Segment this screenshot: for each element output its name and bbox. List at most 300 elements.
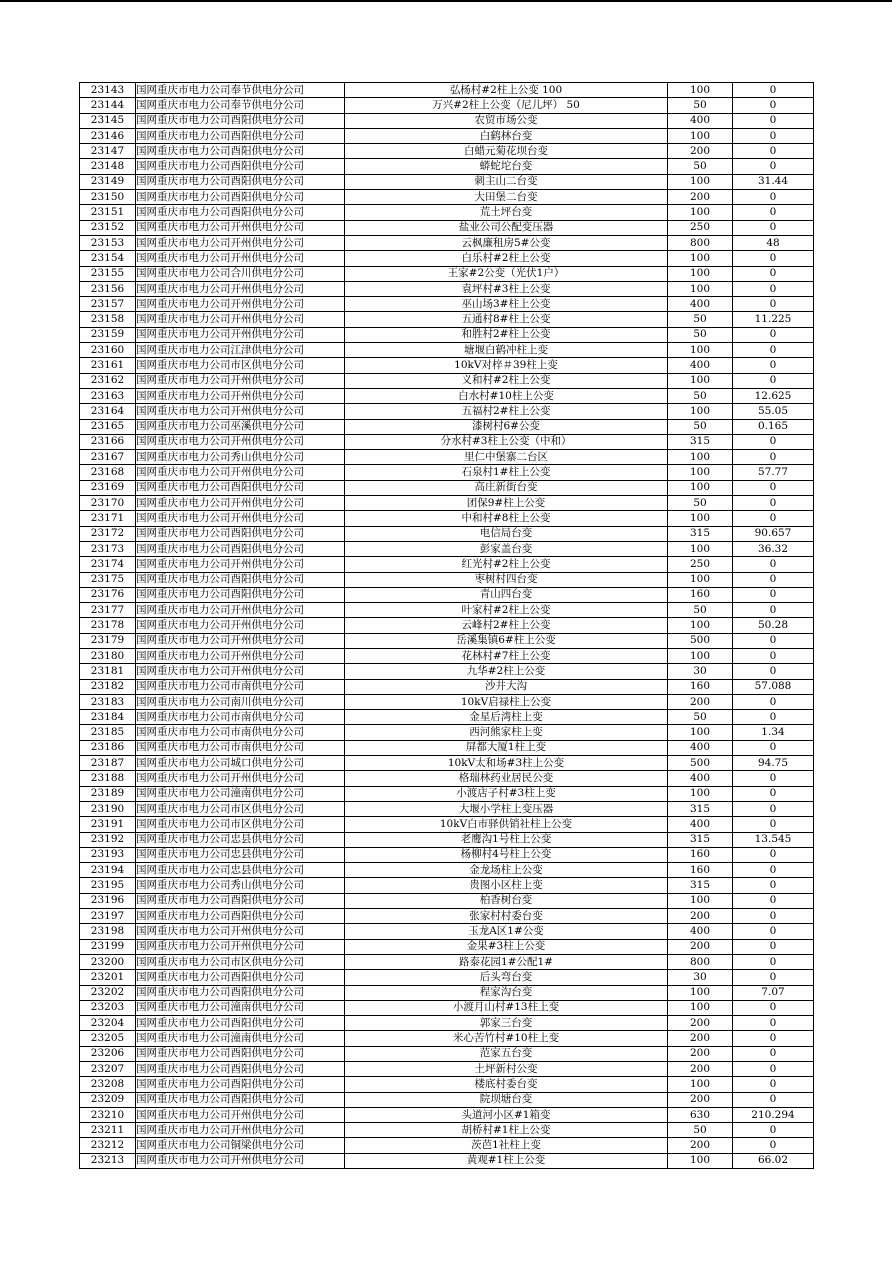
row-id-cell: 23147 xyxy=(80,144,136,159)
capacity-cell: 100 xyxy=(668,618,733,633)
company-cell: 国网重庆市电力公司酉阳供电分公司 xyxy=(136,1016,345,1031)
capacity-cell: 200 xyxy=(668,939,733,954)
company-cell: 国网重庆市电力公司忠县供电分公司 xyxy=(136,863,345,878)
value-cell: 0 xyxy=(733,603,814,618)
table-row xyxy=(80,281,814,296)
company-cell: 国网重庆市电力公司开州供电分公司 xyxy=(136,939,345,954)
value-cell: 0 xyxy=(733,557,814,572)
row-id-cell: 23205 xyxy=(80,1031,136,1046)
row-id-cell: 23173 xyxy=(80,541,136,556)
row-id-cell: 23163 xyxy=(80,388,136,403)
capacity-cell: 50 xyxy=(668,603,733,618)
company-cell: 国网重庆市电力公司开州供电分公司 xyxy=(136,235,345,250)
capacity-cell: 50 xyxy=(668,496,733,511)
row-id-cell: 23196 xyxy=(80,893,136,908)
capacity-cell: 250 xyxy=(668,220,733,235)
capacity-cell: 100 xyxy=(668,465,733,480)
capacity-cell: 100 xyxy=(668,373,733,388)
row-id-cell: 23203 xyxy=(80,1000,136,1015)
transformer-name-cell: 茨芭1社柱上变 xyxy=(345,1138,668,1153)
row-id-cell: 23185 xyxy=(80,725,136,740)
transformer-name-cell: 石泉村1#柱上公变 xyxy=(345,465,668,480)
company-cell: 国网重庆市电力公司开州供电分公司 xyxy=(136,664,345,679)
table-row xyxy=(80,373,814,388)
value-cell: 55.05 xyxy=(733,404,814,419)
value-cell: 0 xyxy=(733,694,814,709)
table-row xyxy=(80,1077,814,1092)
table-row xyxy=(80,450,814,465)
table-body xyxy=(80,83,814,1169)
value-cell: 0 xyxy=(733,1016,814,1031)
row-id-cell: 23154 xyxy=(80,251,136,266)
transformer-name-cell: 柏香树台变 xyxy=(345,893,668,908)
value-cell: 0 xyxy=(733,740,814,755)
transformer-name-cell: 中和村#8柱上公变 xyxy=(345,511,668,526)
table-row xyxy=(80,863,814,878)
table-row xyxy=(80,633,814,648)
row-id-cell: 23186 xyxy=(80,740,136,755)
value-cell: 57.088 xyxy=(733,679,814,694)
capacity-cell: 500 xyxy=(668,633,733,648)
transformer-name-cell: 10kV白市驿供销社柱上公变 xyxy=(345,817,668,832)
transformer-name-cell: 黄观#1柱上公变 xyxy=(345,1153,668,1168)
table-row xyxy=(80,1123,814,1138)
value-cell: 1.34 xyxy=(733,725,814,740)
row-id-cell: 23174 xyxy=(80,557,136,572)
company-cell: 国网重庆市电力公司江津供电分公司 xyxy=(136,343,345,358)
capacity-cell: 50 xyxy=(668,327,733,342)
table-row xyxy=(80,786,814,801)
transformer-name-cell: 玉龙A区1#公变 xyxy=(345,924,668,939)
transformer-name-cell: 小渡店子村#3柱上变 xyxy=(345,786,668,801)
table-row xyxy=(80,572,814,587)
table-row xyxy=(80,1031,814,1046)
value-cell: 0 xyxy=(733,1046,814,1061)
transformer-name-cell: 叶家村#2柱上公变 xyxy=(345,603,668,618)
capacity-cell: 400 xyxy=(668,924,733,939)
company-cell: 国网重庆市电力公司巫溪供电分公司 xyxy=(136,419,345,434)
table-row xyxy=(80,205,814,220)
value-cell: 66.02 xyxy=(733,1153,814,1168)
table-row xyxy=(80,128,814,143)
capacity-cell: 315 xyxy=(668,434,733,449)
row-id-cell: 23165 xyxy=(80,419,136,434)
value-cell: 0 xyxy=(733,1062,814,1077)
capacity-cell: 50 xyxy=(668,710,733,725)
value-cell: 0 xyxy=(733,970,814,985)
row-id-cell: 23172 xyxy=(80,526,136,541)
row-id-cell: 23193 xyxy=(80,847,136,862)
value-cell: 0 xyxy=(733,297,814,312)
row-id-cell: 23176 xyxy=(80,587,136,602)
row-id-cell: 23211 xyxy=(80,1123,136,1138)
transformer-name-cell: 程家沟台变 xyxy=(345,985,668,1000)
transformer-name-cell: 白蜡元菊花坝台变 xyxy=(345,144,668,159)
transformer-name-cell: 路泰花园1#公配1# xyxy=(345,954,668,969)
table-row xyxy=(80,1092,814,1107)
company-cell: 国网重庆市电力公司市区供电分公司 xyxy=(136,801,345,816)
company-cell: 国网重庆市电力公司市区供电分公司 xyxy=(136,358,345,373)
capacity-cell: 800 xyxy=(668,235,733,250)
capacity-cell: 50 xyxy=(668,159,733,174)
transformer-name-cell: 金龙场柱上公变 xyxy=(345,863,668,878)
value-cell: 0 xyxy=(733,251,814,266)
company-cell: 国网重庆市电力公司酉阳供电分公司 xyxy=(136,144,345,159)
row-id-cell: 23149 xyxy=(80,174,136,189)
company-cell: 国网重庆市电力公司开州供电分公司 xyxy=(136,220,345,235)
capacity-cell: 100 xyxy=(668,1077,733,1092)
row-id-cell: 23143 xyxy=(80,83,136,98)
table-row xyxy=(80,251,814,266)
row-id-cell: 23170 xyxy=(80,496,136,511)
row-id-cell: 23164 xyxy=(80,404,136,419)
value-cell: 0 xyxy=(733,909,814,924)
value-cell: 0 xyxy=(733,434,814,449)
capacity-cell: 400 xyxy=(668,740,733,755)
transformer-name-cell: 枣树村四台变 xyxy=(345,572,668,587)
transformer-name-cell: 院坝塘台变 xyxy=(345,1092,668,1107)
capacity-cell: 50 xyxy=(668,98,733,113)
table-row xyxy=(80,1138,814,1153)
transformer-name-cell: 九华#2柱上公变 xyxy=(345,664,668,679)
value-cell: 0 xyxy=(733,373,814,388)
capacity-cell: 400 xyxy=(668,817,733,832)
company-cell: 国网重庆市电力公司酉阳供电分公司 xyxy=(136,970,345,985)
company-cell: 国网重庆市电力公司潼南供电分公司 xyxy=(136,1000,345,1015)
value-cell: 0 xyxy=(733,633,814,648)
row-id-cell: 23157 xyxy=(80,297,136,312)
table-row xyxy=(80,985,814,1000)
table-row xyxy=(80,358,814,373)
transformer-name-cell: 张家村村委台变 xyxy=(345,909,668,924)
transformer-name-cell: 10kV太和场#3柱上公变 xyxy=(345,756,668,771)
transformer-name-cell: 里仁中堡寨二台区 xyxy=(345,450,668,465)
row-id-cell: 23169 xyxy=(80,480,136,495)
value-cell: 0 xyxy=(733,863,814,878)
row-id-cell: 23190 xyxy=(80,801,136,816)
transformer-name-cell: 盐业公司公配变压器 xyxy=(345,220,668,235)
capacity-cell: 400 xyxy=(668,358,733,373)
company-cell: 国网重庆市电力公司开州供电分公司 xyxy=(136,1153,345,1168)
table-row xyxy=(80,878,814,893)
transformer-name-cell: 范家五台变 xyxy=(345,1046,668,1061)
company-cell: 国网重庆市电力公司忠县供电分公司 xyxy=(136,847,345,862)
value-cell: 0 xyxy=(733,587,814,602)
transformer-name-cell: 金果#3柱上公变 xyxy=(345,939,668,954)
company-cell: 国网重庆市电力公司酉阳供电分公司 xyxy=(136,174,345,189)
row-id-cell: 23152 xyxy=(80,220,136,235)
company-cell: 国网重庆市电力公司酉阳供电分公司 xyxy=(136,1046,345,1061)
transformer-name-cell: 岳溪集镇6#柱上公变 xyxy=(345,633,668,648)
transformer-name-cell: 白鹤林台变 xyxy=(345,128,668,143)
company-cell: 国网重庆市电力公司酉阳供电分公司 xyxy=(136,113,345,128)
capacity-cell: 160 xyxy=(668,863,733,878)
transformer-name-cell: 土坪新村公变 xyxy=(345,1062,668,1077)
capacity-cell: 200 xyxy=(668,1046,733,1061)
company-cell: 国网重庆市电力公司酉阳供电分公司 xyxy=(136,1062,345,1077)
company-cell: 国网重庆市电力公司市南供电分公司 xyxy=(136,740,345,755)
value-cell: 0 xyxy=(733,1138,814,1153)
capacity-cell: 100 xyxy=(668,541,733,556)
row-id-cell: 23189 xyxy=(80,786,136,801)
company-cell: 国网重庆市电力公司开州供电分公司 xyxy=(136,1107,345,1122)
table-row xyxy=(80,740,814,755)
capacity-cell: 200 xyxy=(668,909,733,924)
table-row xyxy=(80,1016,814,1031)
row-id-cell: 23209 xyxy=(80,1092,136,1107)
capacity-cell: 100 xyxy=(668,251,733,266)
capacity-cell: 50 xyxy=(668,388,733,403)
company-cell: 国网重庆市电力公司潼南供电分公司 xyxy=(136,786,345,801)
transformer-name-cell: 10kV对梓＃39柱上变 xyxy=(345,358,668,373)
capacity-cell: 400 xyxy=(668,113,733,128)
row-id-cell: 23199 xyxy=(80,939,136,954)
transformer-name-cell: 贵图小区柱上变 xyxy=(345,878,668,893)
capacity-cell: 200 xyxy=(668,1092,733,1107)
value-cell: 0 xyxy=(733,343,814,358)
table-row xyxy=(80,603,814,618)
company-cell: 国网重庆市电力公司开州供电分公司 xyxy=(136,297,345,312)
capacity-cell: 200 xyxy=(668,1031,733,1046)
value-cell: 0 xyxy=(733,190,814,205)
capacity-cell: 200 xyxy=(668,190,733,205)
value-cell: 0 xyxy=(733,1000,814,1015)
company-cell: 国网重庆市电力公司潼南供电分公司 xyxy=(136,1031,345,1046)
transformer-name-cell: 大堰小学柱上变压器 xyxy=(345,801,668,816)
transformer-name-cell: 杨柳村4号柱上公变 xyxy=(345,847,668,862)
row-id-cell: 23148 xyxy=(80,159,136,174)
company-cell: 国网重庆市电力公司开州供电分公司 xyxy=(136,404,345,419)
row-id-cell: 23168 xyxy=(80,465,136,480)
capacity-cell: 315 xyxy=(668,526,733,541)
table-row xyxy=(80,557,814,572)
capacity-cell: 200 xyxy=(668,1016,733,1031)
table-row xyxy=(80,832,814,847)
value-cell: 0 xyxy=(733,128,814,143)
capacity-cell: 800 xyxy=(668,954,733,969)
value-cell: 0 xyxy=(733,358,814,373)
transformer-name-cell: 袁坪村#3柱上公变 xyxy=(345,281,668,296)
table-row xyxy=(80,434,814,449)
company-cell: 国网重庆市电力公司酉阳供电分公司 xyxy=(136,587,345,602)
company-cell: 国网重庆市电力公司酉阳供电分公司 xyxy=(136,909,345,924)
company-cell: 国网重庆市电力公司铜梁供电分公司 xyxy=(136,1138,345,1153)
row-id-cell: 23144 xyxy=(80,98,136,113)
page-top-rule xyxy=(0,0,892,2)
capacity-cell: 100 xyxy=(668,511,733,526)
value-cell: 0 xyxy=(733,83,814,98)
transformer-name-cell: 格瑞林药业居民公变 xyxy=(345,771,668,786)
value-cell: 0 xyxy=(733,710,814,725)
row-id-cell: 23202 xyxy=(80,985,136,1000)
row-id-cell: 23171 xyxy=(80,511,136,526)
table-row xyxy=(80,190,814,205)
company-cell: 国网重庆市电力公司开州供电分公司 xyxy=(136,1123,345,1138)
table-row xyxy=(80,648,814,663)
table-row xyxy=(80,327,814,342)
transformer-name-cell: 胡桥村#1柱上公变 xyxy=(345,1123,668,1138)
company-cell: 国网重庆市电力公司酉阳供电分公司 xyxy=(136,526,345,541)
value-cell: 57.77 xyxy=(733,465,814,480)
company-cell: 国网重庆市电力公司酉阳供电分公司 xyxy=(136,128,345,143)
value-cell: 210.294 xyxy=(733,1107,814,1122)
value-cell: 0 xyxy=(733,939,814,954)
table-row xyxy=(80,893,814,908)
value-cell: 0 xyxy=(733,281,814,296)
capacity-cell: 100 xyxy=(668,1000,733,1015)
transformer-name-cell: 沙井大沟 xyxy=(345,679,668,694)
table-row xyxy=(80,174,814,189)
table-row xyxy=(80,771,814,786)
table-row xyxy=(80,817,814,832)
table-row xyxy=(80,694,814,709)
row-id-cell: 23206 xyxy=(80,1046,136,1061)
transformer-name-cell: 五通村8#柱上公变 xyxy=(345,312,668,327)
value-cell: 7.07 xyxy=(733,985,814,1000)
capacity-cell: 250 xyxy=(668,557,733,572)
capacity-cell: 50 xyxy=(668,312,733,327)
company-cell: 国网重庆市电力公司开州供电分公司 xyxy=(136,633,345,648)
capacity-cell: 100 xyxy=(668,450,733,465)
company-cell: 国网重庆市电力公司开州供电分公司 xyxy=(136,618,345,633)
row-id-cell: 23210 xyxy=(80,1107,136,1122)
capacity-cell: 160 xyxy=(668,847,733,862)
transformer-name-cell: 10kV启禄柱上公变 xyxy=(345,694,668,709)
transformer-name-cell: 青山四台变 xyxy=(345,587,668,602)
capacity-cell: 200 xyxy=(668,1062,733,1077)
capacity-cell: 100 xyxy=(668,480,733,495)
company-cell: 国网重庆市电力公司秀山供电分公司 xyxy=(136,878,345,893)
value-cell: 48 xyxy=(733,235,814,250)
row-id-cell: 23166 xyxy=(80,434,136,449)
transformer-table xyxy=(79,82,814,1169)
table-row xyxy=(80,618,814,633)
company-cell: 国网重庆市电力公司酉阳供电分公司 xyxy=(136,205,345,220)
table-row xyxy=(80,847,814,862)
row-id-cell: 23187 xyxy=(80,756,136,771)
value-cell: 0 xyxy=(733,572,814,587)
value-cell: 0 xyxy=(733,893,814,908)
row-id-cell: 23146 xyxy=(80,128,136,143)
value-cell: 36.32 xyxy=(733,541,814,556)
capacity-cell: 400 xyxy=(668,771,733,786)
value-cell: 0 xyxy=(733,771,814,786)
row-id-cell: 23175 xyxy=(80,572,136,587)
company-cell: 国网重庆市电力公司开州供电分公司 xyxy=(136,281,345,296)
table-row xyxy=(80,1153,814,1168)
value-cell: 0 xyxy=(733,496,814,511)
transformer-name-cell: 小渡月山村#13柱上变 xyxy=(345,1000,668,1015)
row-id-cell: 23192 xyxy=(80,832,136,847)
company-cell: 国网重庆市电力公司市区供电分公司 xyxy=(136,817,345,832)
company-cell: 国网重庆市电力公司酉阳供电分公司 xyxy=(136,893,345,908)
capacity-cell: 100 xyxy=(668,572,733,587)
row-id-cell: 23153 xyxy=(80,235,136,250)
table-row xyxy=(80,664,814,679)
transformer-name-cell: 红光村#2柱上公变 xyxy=(345,557,668,572)
table-row xyxy=(80,541,814,556)
row-id-cell: 23197 xyxy=(80,909,136,924)
table-row xyxy=(80,235,814,250)
capacity-cell: 315 xyxy=(668,801,733,816)
table-row xyxy=(80,144,814,159)
company-cell: 国网重庆市电力公司开州供电分公司 xyxy=(136,771,345,786)
transformer-name-cell: 五福村2#柱上公变 xyxy=(345,404,668,419)
row-id-cell: 23159 xyxy=(80,327,136,342)
transformer-name-cell: 米心苦竹村#10柱上变 xyxy=(345,1031,668,1046)
company-cell: 国网重庆市电力公司开州供电分公司 xyxy=(136,924,345,939)
value-cell: 0 xyxy=(733,924,814,939)
company-cell: 国网重庆市电力公司市南供电分公司 xyxy=(136,679,345,694)
row-id-cell: 23183 xyxy=(80,694,136,709)
transformer-name-cell: 老鹰沟1号柱上公变 xyxy=(345,832,668,847)
table-row xyxy=(80,419,814,434)
capacity-cell: 30 xyxy=(668,970,733,985)
company-cell: 国网重庆市电力公司开州供电分公司 xyxy=(136,373,345,388)
table-row xyxy=(80,1046,814,1061)
capacity-cell: 100 xyxy=(668,128,733,143)
value-cell: 0 xyxy=(733,450,814,465)
value-cell: 0 xyxy=(733,144,814,159)
value-cell: 31.44 xyxy=(733,174,814,189)
transformer-name-cell: 后头弯台变 xyxy=(345,970,668,985)
company-cell: 国网重庆市电力公司市南供电分公司 xyxy=(136,710,345,725)
company-cell: 国网重庆市电力公司市南供电分公司 xyxy=(136,725,345,740)
capacity-cell: 100 xyxy=(668,893,733,908)
table-row xyxy=(80,404,814,419)
transformer-name-cell: 头道河小区#1箱变 xyxy=(345,1107,668,1122)
company-cell: 国网重庆市电力公司开州供电分公司 xyxy=(136,327,345,342)
table-row xyxy=(80,312,814,327)
capacity-cell: 160 xyxy=(668,587,733,602)
company-cell: 国网重庆市电力公司开州供电分公司 xyxy=(136,251,345,266)
value-cell: 12.625 xyxy=(733,388,814,403)
value-cell: 0 xyxy=(733,113,814,128)
transformer-name-cell: 高庄新街台变 xyxy=(345,480,668,495)
table-row xyxy=(80,970,814,985)
transformer-name-cell: 蟒蛇坨台变 xyxy=(345,159,668,174)
company-cell: 国网重庆市电力公司酉阳供电分公司 xyxy=(136,190,345,205)
capacity-cell: 160 xyxy=(668,679,733,694)
value-cell: 0 xyxy=(733,159,814,174)
capacity-cell: 315 xyxy=(668,878,733,893)
company-cell: 国网重庆市电力公司开州供电分公司 xyxy=(136,648,345,663)
company-cell: 国网重庆市电力公司市区供电分公司 xyxy=(136,954,345,969)
transformer-name-cell: 白水村#10柱上公变 xyxy=(345,388,668,403)
table-row xyxy=(80,924,814,939)
transformer-name-cell: 电信局台变 xyxy=(345,526,668,541)
row-id-cell: 23150 xyxy=(80,190,136,205)
value-cell: 0 xyxy=(733,205,814,220)
value-cell: 0 xyxy=(733,327,814,342)
row-id-cell: 23178 xyxy=(80,618,136,633)
company-cell: 国网重庆市电力公司酉阳供电分公司 xyxy=(136,985,345,1000)
row-id-cell: 23207 xyxy=(80,1062,136,1077)
transformer-name-cell: 屏都大厦1柱上变 xyxy=(345,740,668,755)
capacity-cell: 315 xyxy=(668,832,733,847)
transformer-name-cell: 云枫廉租房5#公变 xyxy=(345,235,668,250)
value-cell: 0 xyxy=(733,664,814,679)
company-cell: 国网重庆市电力公司南川供电分公司 xyxy=(136,694,345,709)
table-row xyxy=(80,909,814,924)
value-cell: 0 xyxy=(733,1077,814,1092)
table-row xyxy=(80,388,814,403)
capacity-cell: 200 xyxy=(668,694,733,709)
value-cell: 0 xyxy=(733,786,814,801)
row-id-cell: 23201 xyxy=(80,970,136,985)
transformer-name-cell: 分水村#3柱上公变（中和） xyxy=(345,434,668,449)
capacity-cell: 500 xyxy=(668,756,733,771)
